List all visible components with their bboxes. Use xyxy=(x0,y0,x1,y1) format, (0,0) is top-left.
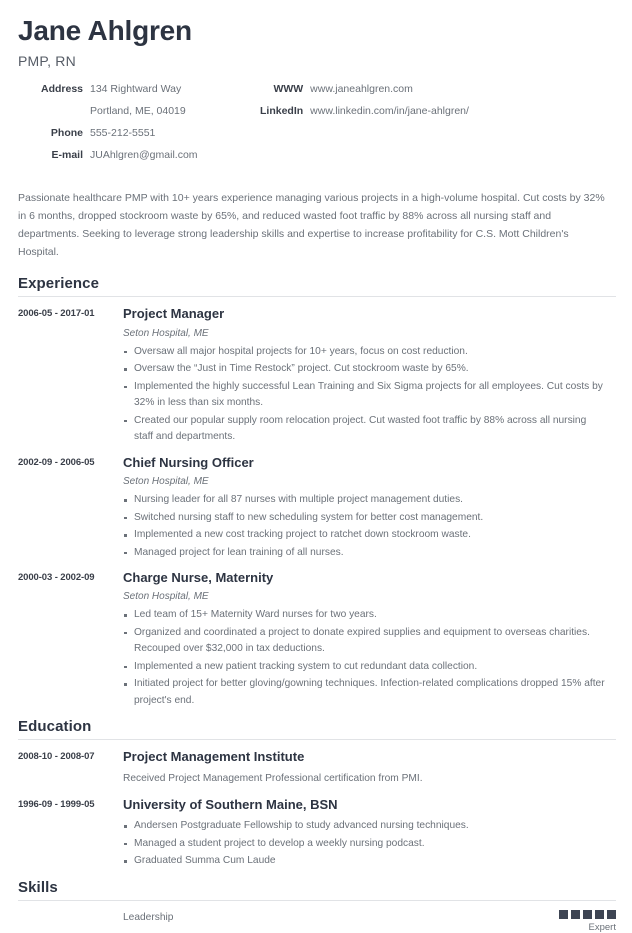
contact-row xyxy=(18,105,248,127)
contact-row xyxy=(260,105,469,127)
section-divider xyxy=(18,296,616,297)
skill-rating-square xyxy=(571,910,580,919)
contact-label: E-mail xyxy=(51,149,83,162)
entry-bullet: Oversaw all major hospital projects for 10+ years, focus on cost reduction. xyxy=(123,344,616,361)
entry-body xyxy=(114,455,616,562)
skill-rating xyxy=(559,910,616,933)
entry-body xyxy=(114,797,616,871)
entry-title: Project Manager xyxy=(123,306,225,322)
contact-value[interactable]: JUAhlgren@gmail.com xyxy=(90,149,198,162)
skill-rating-square xyxy=(559,910,568,919)
skill-rating-square xyxy=(583,910,592,919)
entry-organization: Seton Hospital, ME xyxy=(123,476,209,488)
entry-description: Received Project Management Professional certification from PMI. xyxy=(123,772,423,784)
entry-bullet: Managed a student project to develop a weekly nursing podcast. xyxy=(123,836,616,853)
entry-dates: 2000-03 - 2002-09 xyxy=(18,572,95,584)
entry-bullet: Created our popular supply room relocation project. Cut wasted foot traffic by 88% across all nursing staff and departments. xyxy=(123,413,616,446)
entry-body xyxy=(114,306,616,446)
skill-rating-square xyxy=(607,910,616,919)
section-title-education: Education xyxy=(18,718,92,736)
contact-value[interactable]: www.linkedin.com/in/jane-ahlgren/ xyxy=(310,104,469,117)
experience-entry-list xyxy=(18,306,616,710)
entry-bullet: Oversaw the “Just in Time Restock” project. Cut stockroom waste by 65%. xyxy=(123,361,616,378)
entry-bullet: Andersen Postgraduate Fellowship to study advanced nursing techniques. xyxy=(123,818,616,835)
section-experience xyxy=(18,275,616,710)
entry-title: University of Southern Maine, BSN xyxy=(123,797,338,813)
entry-title: Charge Nurse, Maternity xyxy=(123,570,274,586)
section-skills xyxy=(18,879,616,933)
education-entry xyxy=(18,749,616,789)
entry-organization: Seton Hospital, ME xyxy=(123,327,209,339)
entry-bullet: Initiated project for better gloving/gowning techniques. Infection-related complications dropped 15% after project's end. xyxy=(123,676,616,709)
section-divider xyxy=(18,900,616,901)
contact-label: WWW xyxy=(273,82,304,95)
contact-label: Address xyxy=(40,82,83,95)
contact-column-right xyxy=(260,83,469,127)
experience-entry xyxy=(18,570,616,710)
skill-rating-squares xyxy=(559,910,616,919)
entry-dates: 2002-09 - 2006-05 xyxy=(18,456,95,468)
skills-list xyxy=(18,910,616,933)
experience-entry xyxy=(18,455,616,562)
entry-body xyxy=(114,570,616,710)
contact-row xyxy=(18,127,248,149)
skill-row xyxy=(18,910,616,933)
entry-bullet: Graduated Summa Cum Laude xyxy=(123,853,616,870)
experience-entry xyxy=(18,306,616,446)
entry-bullet: Led team of 15+ Maternity Ward nurses for two years. xyxy=(123,607,616,624)
candidate-subtitle: PMP, RN xyxy=(18,52,76,69)
entry-bullet: Implemented the highly successful Lean Training and Six Sigma projects for all employees. Cut costs by 32% in less than six months. xyxy=(123,379,616,412)
contact-label: LinkedIn xyxy=(260,104,304,117)
entry-bullet: Managed project for lean training of all nurses. xyxy=(123,545,616,562)
contact-value: 555-212-5551 xyxy=(90,127,156,140)
entry-body xyxy=(114,749,616,789)
entry-organization: Seton Hospital, ME xyxy=(123,591,209,603)
entry-bullet-list xyxy=(123,607,616,709)
skill-name: Leadership xyxy=(123,911,174,923)
education-entry-list xyxy=(18,749,616,870)
entry-dates: 1996-09 - 1999-05 xyxy=(18,799,95,811)
entry-title: Chief Nursing Officer xyxy=(123,454,254,470)
entry-dates: 2008-10 - 2008-07 xyxy=(18,751,95,763)
contact-column-left xyxy=(18,83,248,172)
contact-row xyxy=(18,83,248,105)
professional-summary: Passionate healthcare PMP with 10+ years experience managing various projects in a high-volume hospital. Cut costs by 32% in 6 months, dropped stockroom waste by 65%, and reduced wasted foot traffic by 88% across all nursing staff and departments. Seeking to leverage strong leadership skills and expertise to increase profitability for C.S. Mott Children's Hospital. xyxy=(18,192,605,259)
contact-value: Portland, ME, 04019 xyxy=(90,104,186,117)
skill-level-label: Expert xyxy=(588,921,616,933)
entry-bullet: Implemented a new patient tracking system to cut redundant data collection. xyxy=(123,659,616,676)
section-title-experience: Experience xyxy=(18,275,100,293)
entry-bullet: Organized and coordinated a project to donate expired supplies and equipment to overseas charities. Recouped over $32,000 in tax deductions. xyxy=(123,625,616,658)
entry-dates: 2006-05 - 2017-01 xyxy=(18,308,95,320)
entry-bullet: Switched nursing staff to new scheduling system for better cost management. xyxy=(123,510,616,527)
candidate-name: Jane Ahlgren xyxy=(18,15,192,46)
resume-header xyxy=(18,16,616,69)
contact-value[interactable]: www.janeahlgren.com xyxy=(310,82,413,95)
entry-bullet-list xyxy=(123,818,616,870)
contact-block xyxy=(18,83,616,172)
entry-title: Project Management Institute xyxy=(123,749,305,765)
skill-rating-square xyxy=(595,910,604,919)
entry-bullet-list xyxy=(123,492,616,561)
section-title-skills: Skills xyxy=(18,878,58,896)
contact-value: 134 Rightward Way xyxy=(90,82,182,95)
entry-bullet: Implemented a new cost tracking project to ratchet down stockroom waste. xyxy=(123,527,616,544)
entry-bullet: Nursing leader for all 87 nurses with multiple project management duties. xyxy=(123,492,616,509)
contact-row xyxy=(18,149,248,171)
entry-bullet-list xyxy=(123,344,616,446)
contact-label xyxy=(18,105,90,127)
section-divider xyxy=(18,739,616,740)
section-education xyxy=(18,718,616,870)
education-entry xyxy=(18,797,616,871)
contact-row xyxy=(260,83,469,105)
contact-label: Phone xyxy=(50,127,83,140)
